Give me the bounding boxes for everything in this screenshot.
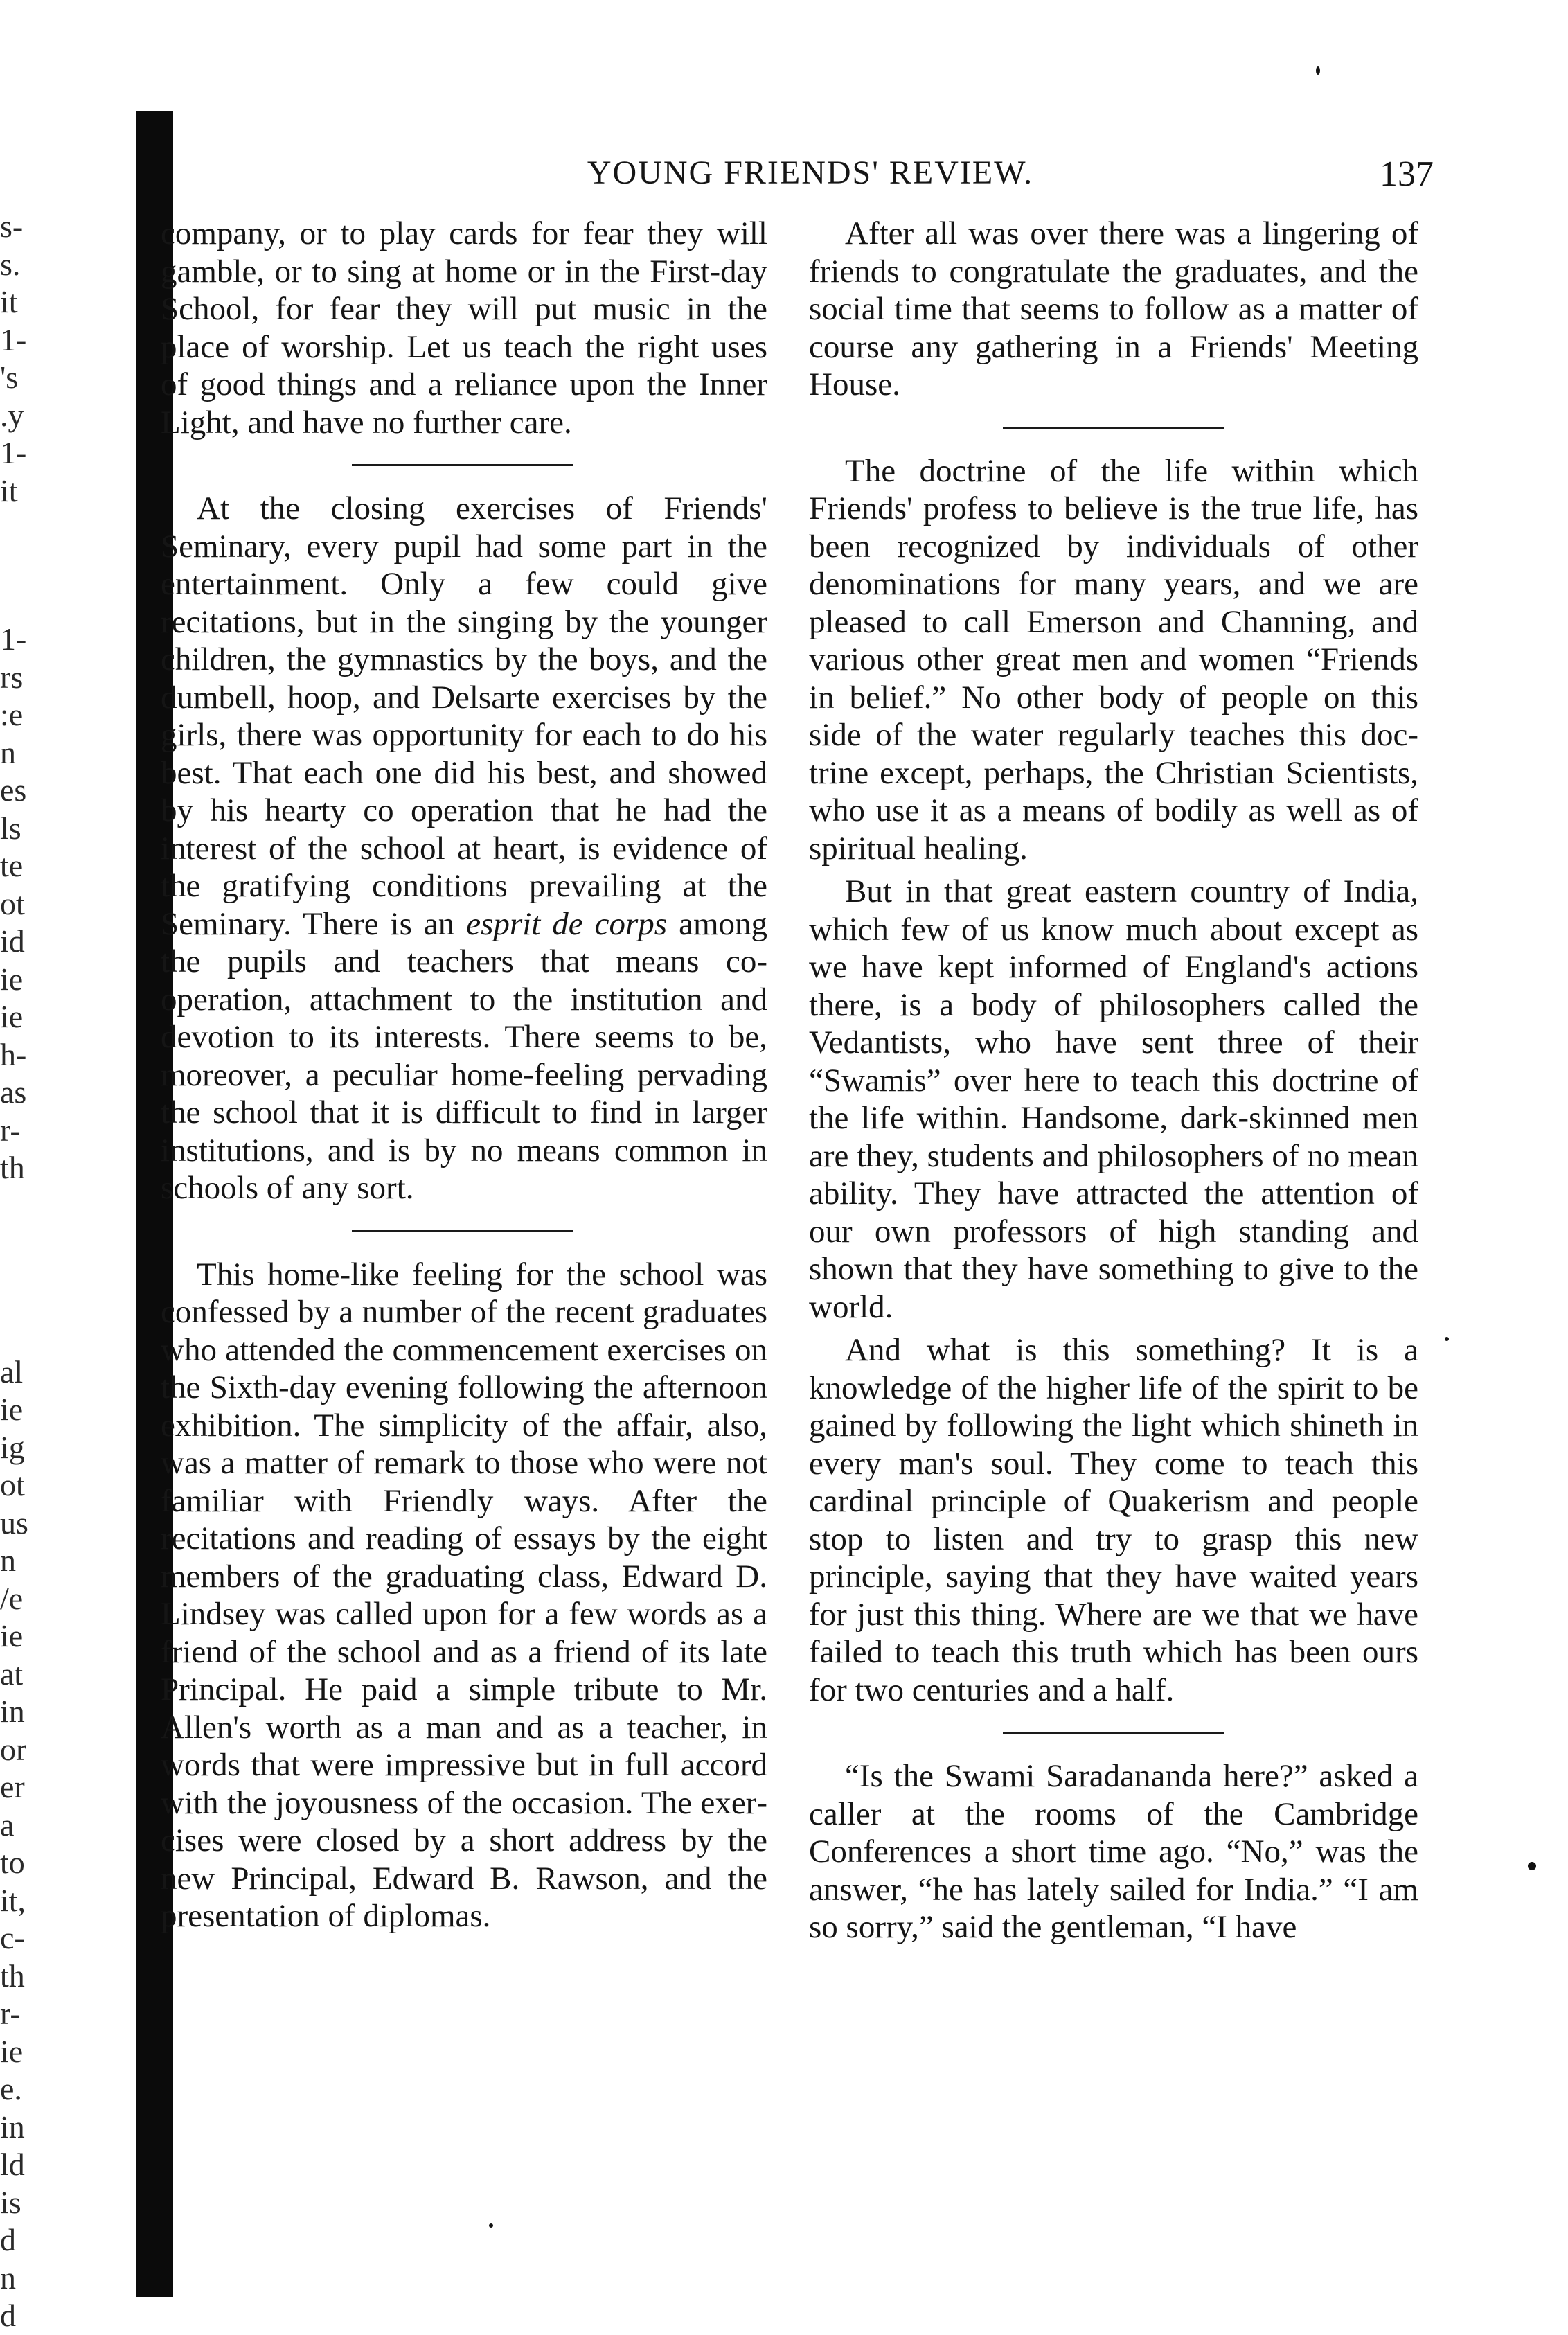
margin-fragment: h- — [0, 1036, 27, 1072]
margin-fragment: or — [0, 1731, 27, 1767]
margin-fragment: /e — [0, 1580, 24, 1616]
paragraph-continued: company, or to play cards for fear they will gamble, or to sing at home or in the First-day School, for fear they will put music in the place of worship. Let us teach the right uses of good things and a reliance upon the Inner Light, and have no further care. — [161, 215, 767, 441]
margin-fragment: :e — [0, 697, 24, 732]
margin-fragment: d — [0, 2298, 16, 2333]
margin-fragment: in — [0, 2108, 25, 2145]
page-number: 137 — [1380, 154, 1434, 194]
section-divider — [809, 404, 1418, 452]
margin-fragment: n — [0, 1543, 16, 1578]
margin-fragment: in — [0, 1694, 25, 1729]
margin-fragment: te — [0, 848, 24, 883]
paragraph-something: And what is this something? It is a knowledge of the higher life of the spirit to be gained by following the light which shineth in every man's soul. They come to teach this cardinal principle of Quakerism and people stop to listen and try to grasp this new principle, saying that they have waited years for just this thing. Where are we that we have failed to teach this truth which has been ours for two centuries and a half. — [809, 1332, 1418, 1708]
margin-fragment: ie — [0, 961, 24, 997]
section-divider — [809, 1709, 1418, 1757]
paragraph-lingering: After all was over there was a lingering of friends to congratulate the graduates, and the social time that seems to follow as a matter of course any gathering in a Friends' Meeting House. — [809, 215, 1418, 402]
margin-fragment: er — [0, 1769, 25, 1804]
margin-fragment: n — [0, 2259, 16, 2296]
margin-fragment: ig — [0, 1429, 25, 1465]
margin-fragment: r- — [0, 1112, 21, 1148]
margin-fragment: 's — [0, 359, 19, 395]
margin-fragment: ot — [0, 1467, 25, 1502]
margin-fragment: th — [0, 1150, 25, 1185]
scan-speck — [1445, 1337, 1449, 1341]
paragraph-swami: “Is the Swami Saradananda here?” asked a caller at the rooms of the Cambridge Conferences a short time ago. “No,” was the answer, “he has lately sailed for India.” “I am so sorry,” said the gentleman, “I have — [809, 1758, 1418, 1945]
margin-fragment: it — [0, 472, 18, 508]
margin-fragment: at — [0, 1655, 24, 1692]
left-column — [158, 215, 767, 1935]
facing-page-bleed — [0, 208, 132, 2333]
paragraph-text: among the pupils and teachers that means co-operation, attachment to the institution and devotion to its interests. There seems to be, moreover, a peculiar home-feeling pervading the school that it is difficult to find in larger institutions, and is by no means common in schools of any sort. — [161, 905, 768, 1206]
margin-fragment: th — [0, 1957, 25, 1994]
margin-fragment: as — [0, 1074, 27, 1110]
margin-fragment: us — [0, 1504, 28, 1541]
italic-phrase: esprit de corps — [466, 905, 668, 942]
margin-fragment: ie — [0, 1618, 24, 1653]
margin-fragment: s- — [0, 208, 24, 244]
paragraph-india: But in that great eastern country of India, which few of us know much about except as we have kept informed of England's actions there, is a body of philosophers called the Vedantists, who have sent three of their “Swamis” over here to teach this doctrine of the life within. Handsome, dark-skinned men are they, students and philosophers of no mean ability. They have attracted the attention of our own professors of high standing and shown that they have something to give to the world. — [809, 873, 1418, 1325]
margin-fragment: a — [0, 1806, 15, 1843]
margin-fragment: ie — [0, 2033, 24, 2069]
margin-fragment: is — [0, 2184, 21, 2220]
margin-fragment: al — [0, 1353, 24, 1390]
margin-fragment: 1- — [0, 621, 27, 657]
margin-fragment: .y — [0, 397, 24, 433]
paragraph-seminary-exercises — [158, 490, 767, 1207]
margin-fragment: s. — [0, 246, 21, 282]
section-divider — [158, 1207, 767, 1256]
margin-fragment: rs — [0, 659, 24, 695]
paragraph-text: At the closing exercises of Friends' Seminary, every pupil had some part in the entertainment. Only a few could give recitations, but in the singing by the younger children, the gymnastics by the boys, and the dumbell, hoop, and Delsarte exercises by the girls, there was opportunity for each to do his best. That each one did his best, and showed by his hearty co operation that he had the interest of the school at heart, is evidence of the gratifying conditions prevailing at the Seminary. There is an — [161, 490, 767, 942]
running-title: YOUNG FRIENDS' REVIEW. — [587, 154, 1034, 191]
paragraph-commencement: This home-like feeling for the school was confessed by a number of the recent graduates who attended the commencement exercises on the Sixth-day evening following the afternoon exhibition. The simplicity of the affair, also, was a matter of remark to those who were not familiar with Friendly ways. After the recitations and reading of essays by the eight members of the graduating class, Edward D. Lindsey was called upon for a few words as a friend of the school and as a friend of its late Principal. He paid a simple tribute to Mr. Allen's worth as a man and as a teacher, in words that were impressive but in full accord with the joyousness of the occasion. The exercises were closed by a short address by the new Principal, Edward B. Rawson, and the presentation of diplomas. — [161, 1256, 767, 1934]
margin-fragment: ld — [0, 2147, 25, 2182]
margin-fragment: e. — [0, 2071, 22, 2106]
margin-fragment: ls — [0, 810, 21, 846]
margin-fragment: ie — [0, 1392, 24, 1427]
paragraph-doctrine: The doctrine of the life within which Friends' profess to believe is the true life, has been recognized by individuals of other denominations for many years, and we are pleased to call Emerson and Channing, and various other great men and women “Friends in belief.” No other body of people on this side of the water regularly teaches this doctrine except, perhaps, the Christian Scientists, who use it as a means of bodily as well as of spiritual healing. — [809, 452, 1418, 867]
section-divider — [158, 441, 767, 490]
margin-fragment: r- — [0, 1996, 21, 2031]
margin-fragment: 1- — [0, 321, 27, 357]
scan-speck — [489, 2223, 493, 2228]
margin-fragment: it, — [0, 1882, 26, 1918]
margin-fragment: ot — [0, 885, 25, 921]
margin-fragment: ie — [0, 999, 24, 1034]
margin-fragment: id — [0, 923, 25, 959]
margin-fragment: to — [0, 1845, 25, 1880]
margin-fragment: c- — [0, 1920, 25, 1955]
scan-speck — [1316, 66, 1320, 75]
scan-speck — [1528, 1862, 1536, 1870]
margin-fragment: it — [0, 284, 18, 319]
margin-fragment: 1- — [0, 435, 27, 470]
margin-fragment: es — [0, 772, 27, 808]
right-column — [809, 215, 1418, 1946]
margin-fragment: d — [0, 2222, 16, 2257]
margin-fragment: n — [0, 734, 16, 770]
